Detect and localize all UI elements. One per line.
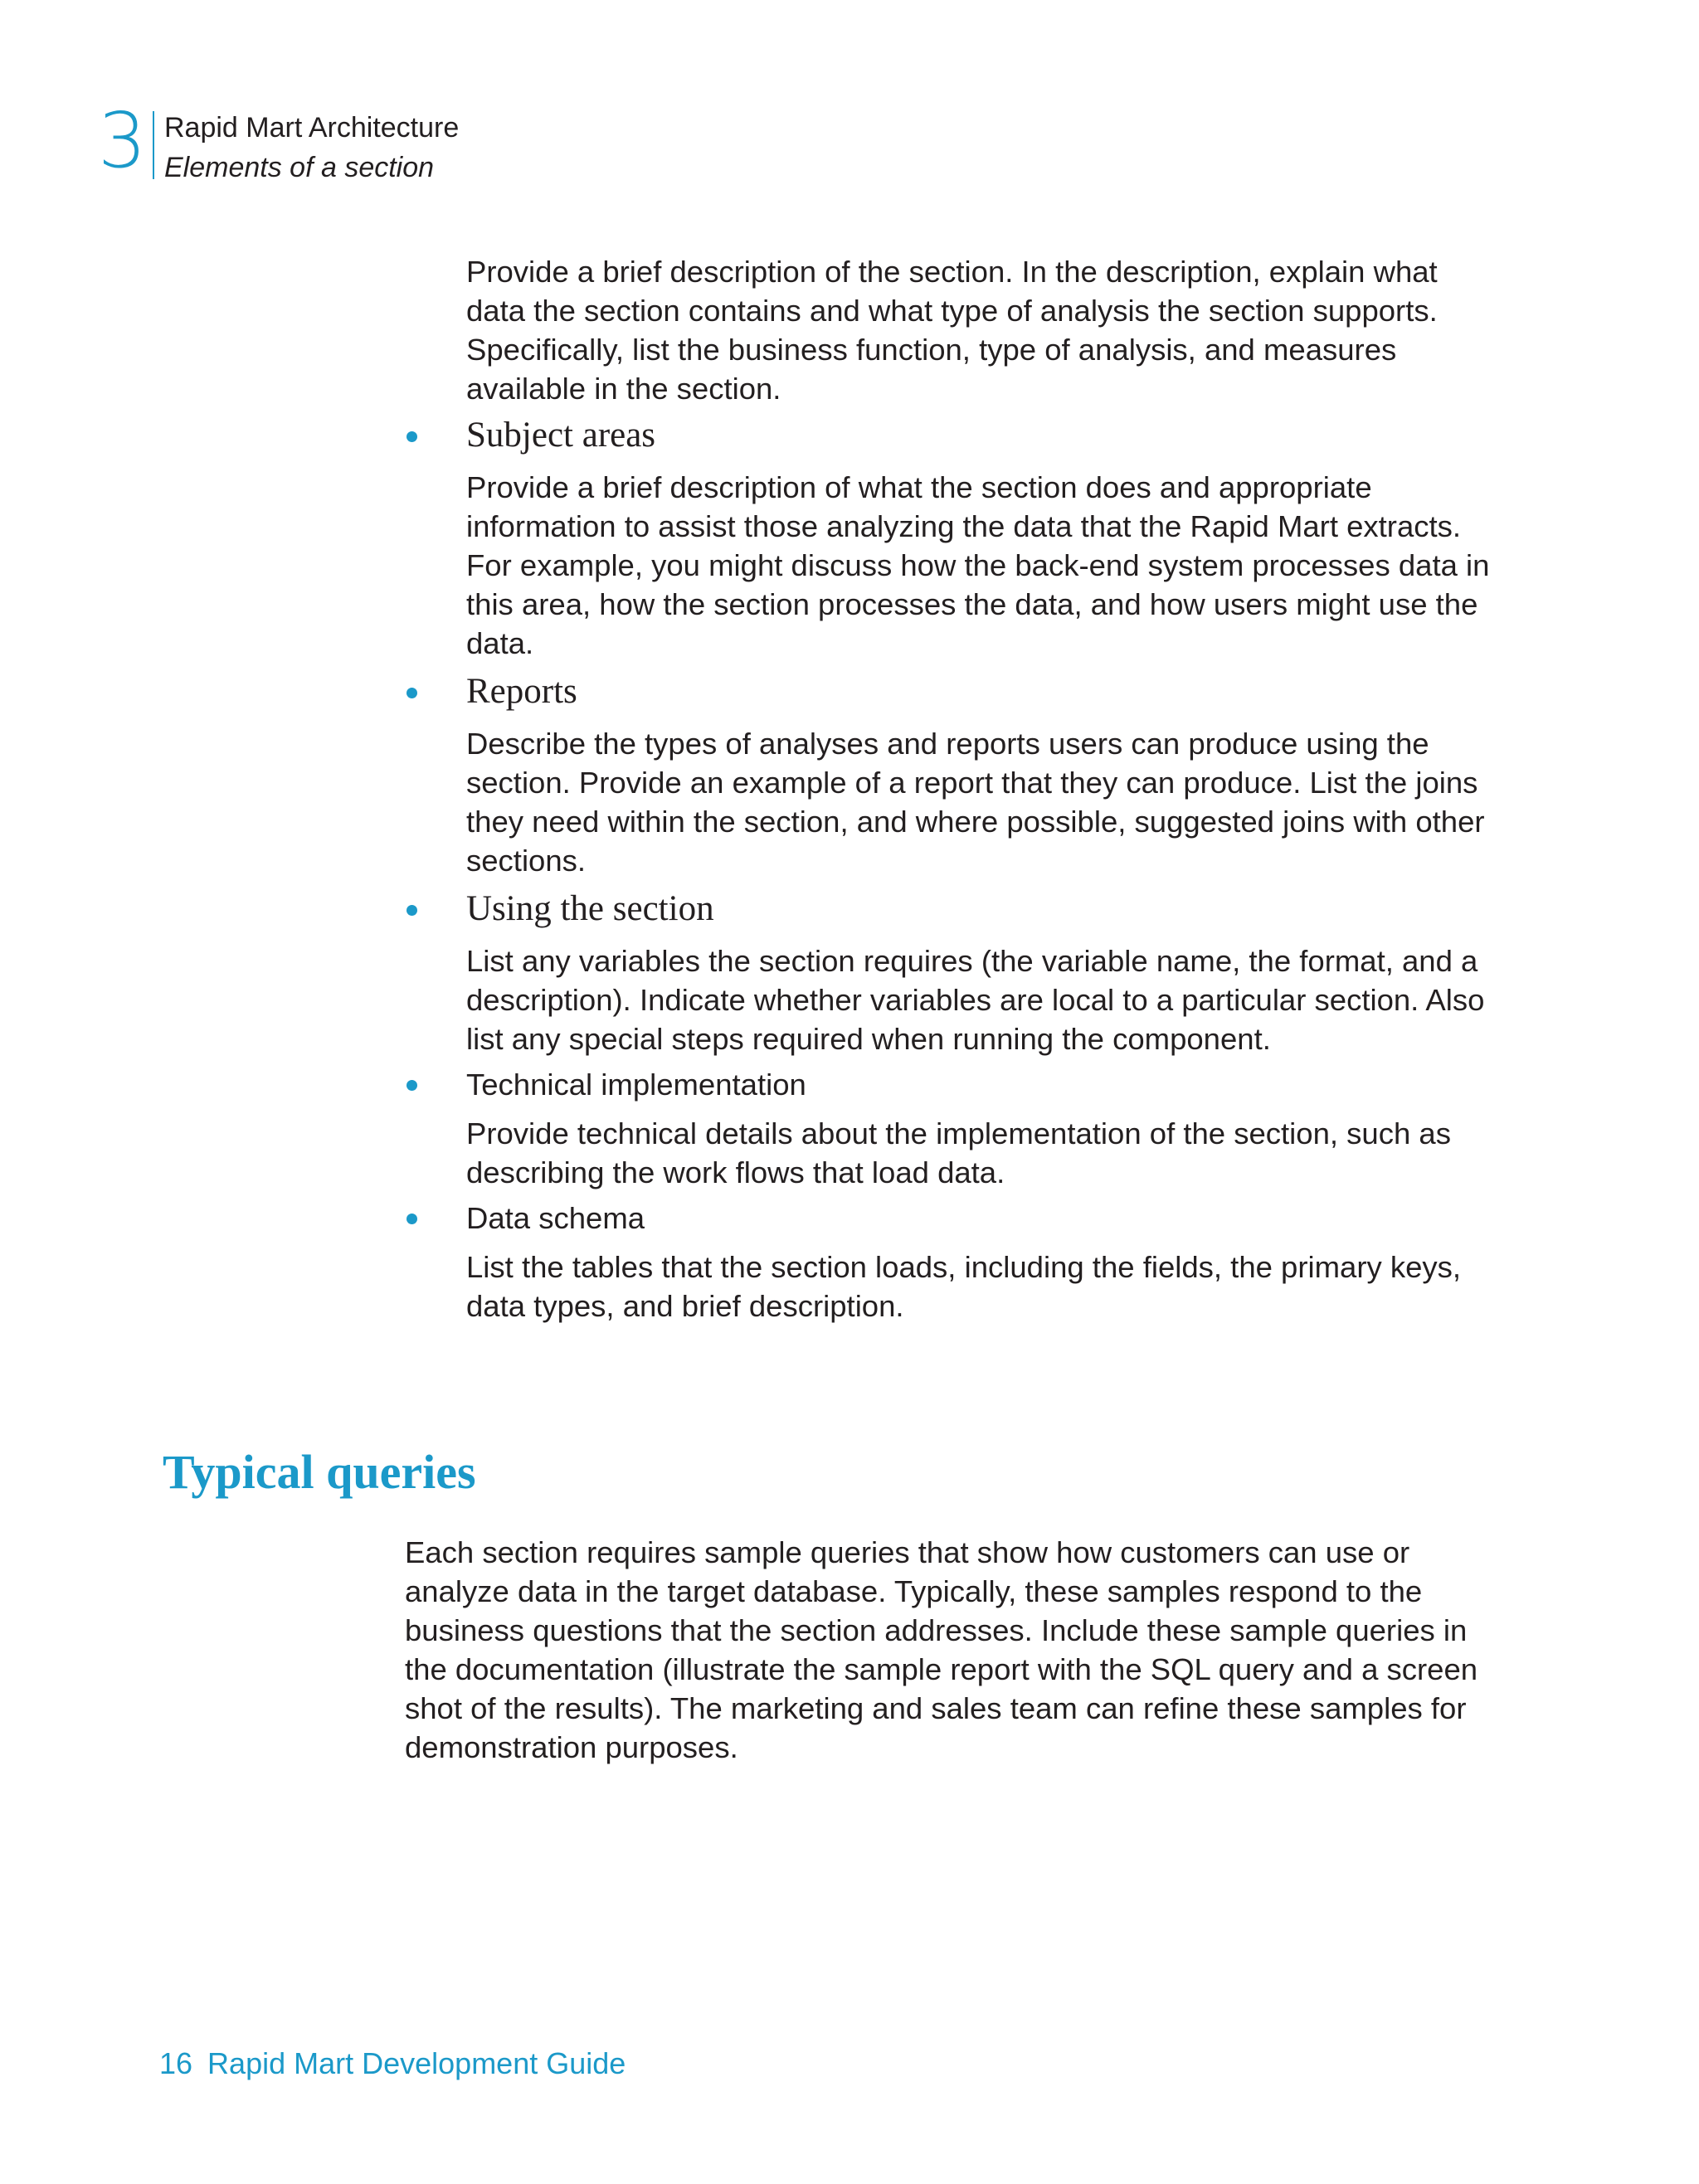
bullet-icon [406,431,417,442]
list-item-heading: Data schema [466,1201,645,1235]
list-item-text: Describe the types of analyses and reports users can produce using the section. Provide an example of a report that they can produce. List the joins they need within the section, and where possible, suggested joins with other sections. [466,727,1485,878]
chapter-number: 3 [98,96,147,185]
section-heading-typical-queries: Typical queries [163,1445,476,1499]
header-divider [153,111,154,179]
typical-queries-paragraph: Each section requires sample queries that show how customers can use or analyze data in the target database. Typically, these samples respond to the business questions that the section addresses. Include these sample queries in the documentation (illustrate the sample report with the SQL query and a screen shot of the results). The marketing and sales team can refine these samples for demonstration purposes. [405,1535,1478,1764]
list-item-text: List any variables the section requires (the variable name, the format, and a description). Indicate whether variables are local to a particular section. Also list any special steps required when running the component. [466,944,1485,1056]
list-item-heading: Reports [466,672,577,711]
list-item-heading: Technical implementation [466,1068,806,1102]
section-elements-list [403,413,1503,1332]
bullet-icon [406,905,417,916]
chapter-title: Rapid Mart Architecture [164,112,460,143]
list-item-text: Provide technical details about the implementation of the section, such as describing the work flows that load data. [466,1116,1451,1189]
page-number: 16 [159,2046,193,2080]
list-item-technical-implementation [403,1065,1503,1192]
list-item-heading: Subject areas [466,416,656,455]
list-item-subject-areas [403,413,1503,663]
list-item-reports [403,669,1503,880]
header-text [164,108,459,187]
list-item-heading: Using the section [466,889,714,928]
section-subtitle: Elements of a section [164,152,435,183]
bullet-icon [406,688,417,698]
guide-title: Rapid Mart Development Guide [207,2046,626,2080]
bullet-icon [406,1214,417,1224]
list-item-using-the-section [403,887,1503,1058]
intro-paragraph: Provide a brief description of the section. In the description, explain what data the section contains and what type of analysis the section supports. Specifically, list the business function, type of analysis, and measures available in the section. [466,255,1438,406]
list-item-text: Provide a brief description of what the section does and appropriate information to assist those analyzing the data that the Rapid Mart extracts. For example, you might discuss how the back-end system processes data in this area, how the section processes the data, and how users might use the data. [466,470,1490,660]
page-footer [159,2045,626,2083]
list-item-data-schema [403,1199,1503,1325]
list-item-text: List the tables that the section loads, including the fields, the primary keys, data types, and brief description. [466,1250,1462,1323]
bullet-icon [406,1080,417,1091]
